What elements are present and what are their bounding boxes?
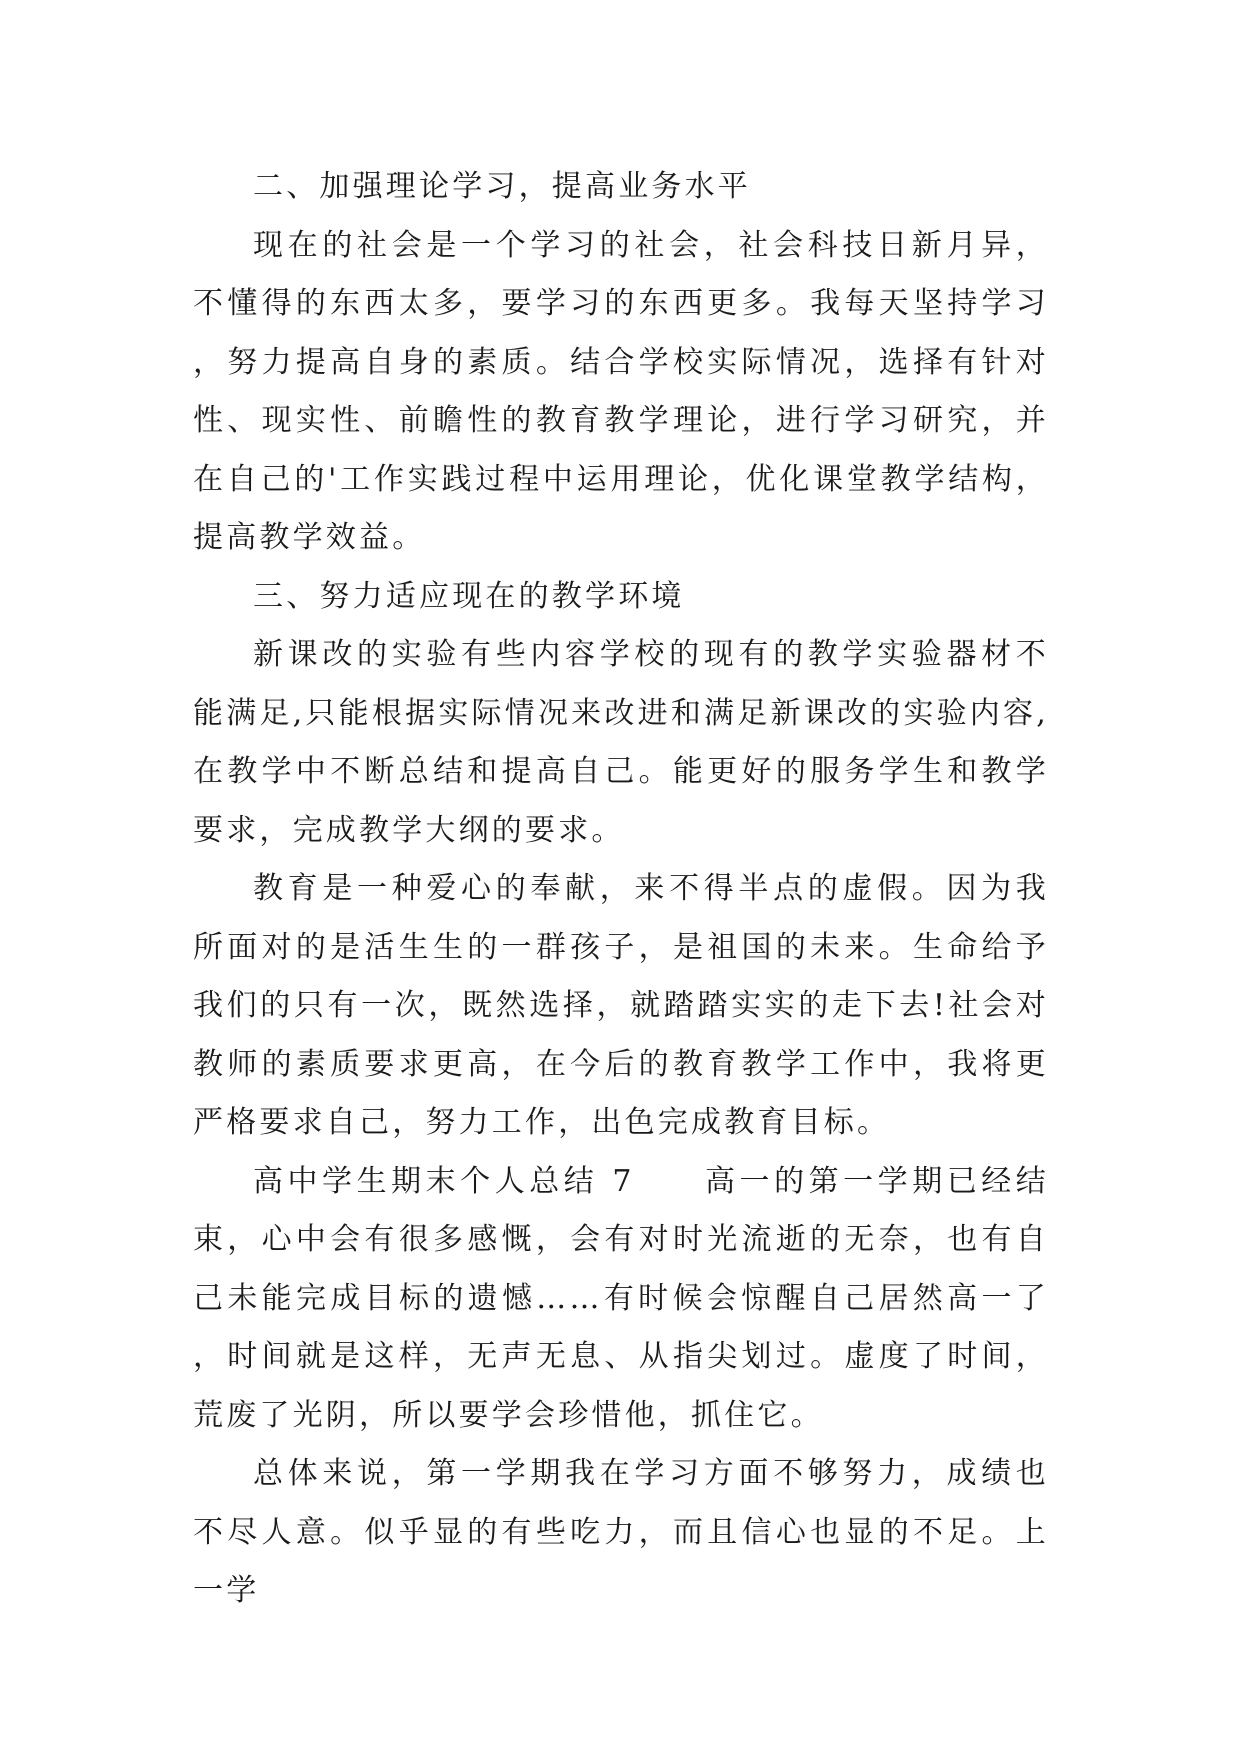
document-body <box>193 158 1049 1621</box>
body-paragraph: 教育是一种爱心的奉献，来不得半点的虚假。因为我所面对的是活生生的一群孩子，是祖国的未来。生命给予我们的只有一次，既然选择，就踏踏实实的走下去!社会对教师的素质要求更高，在今后的教育教学工作中，我将更严格要求自己，努力工作，出色完成教育目标。 <box>193 871 1049 1140</box>
section-heading-3: 三、努力适应现在的教学环境 <box>253 578 685 614</box>
section-heading-2: 二、加强理论学习，提高业务水平 <box>253 169 751 204</box>
body-paragraph: 新课改的实验有些内容学校的现有的教学实验器材不能满足,只能根据实际情况来改进和满足新课改的实验内容,在教学中不断总结和提高自己。能更好的服务学生和教学要求，完成教学大纲的要求。 <box>193 637 1049 848</box>
body-paragraph: 总体来说，第一学期我在学习方面不够努力，成绩也不尽人意。似乎显的有些吃力，而且信心也显的不足。上一学 <box>193 1456 1049 1608</box>
body-paragraph: 高中学生期末个人总结 7 高一的第一学期已经结束，心中会有很多感慨，会有对时光流逝的无奈，也有自己未能完成目标的遗憾……有时候会惊醒自己居然高一了，时间就是这样，无声无息、从指尖划过。虚度了时间，荒废了光阴，所以要学会珍惜他，抓住它。 <box>193 1163 1049 1433</box>
body-paragraph: 现在的社会是一个学习的社会，社会科技日新月异，不懂得的东西太多，要学习的东西更多。我每天坚持学习，努力提高自身的素质。结合学校实际情况，选择有针对性、现实性、前瞻性的教育教学理论，进行学习研究，并在自己的'工作实践过程中运用理论，优化课堂教学结构，提高教学效益。 <box>193 227 1049 555</box>
